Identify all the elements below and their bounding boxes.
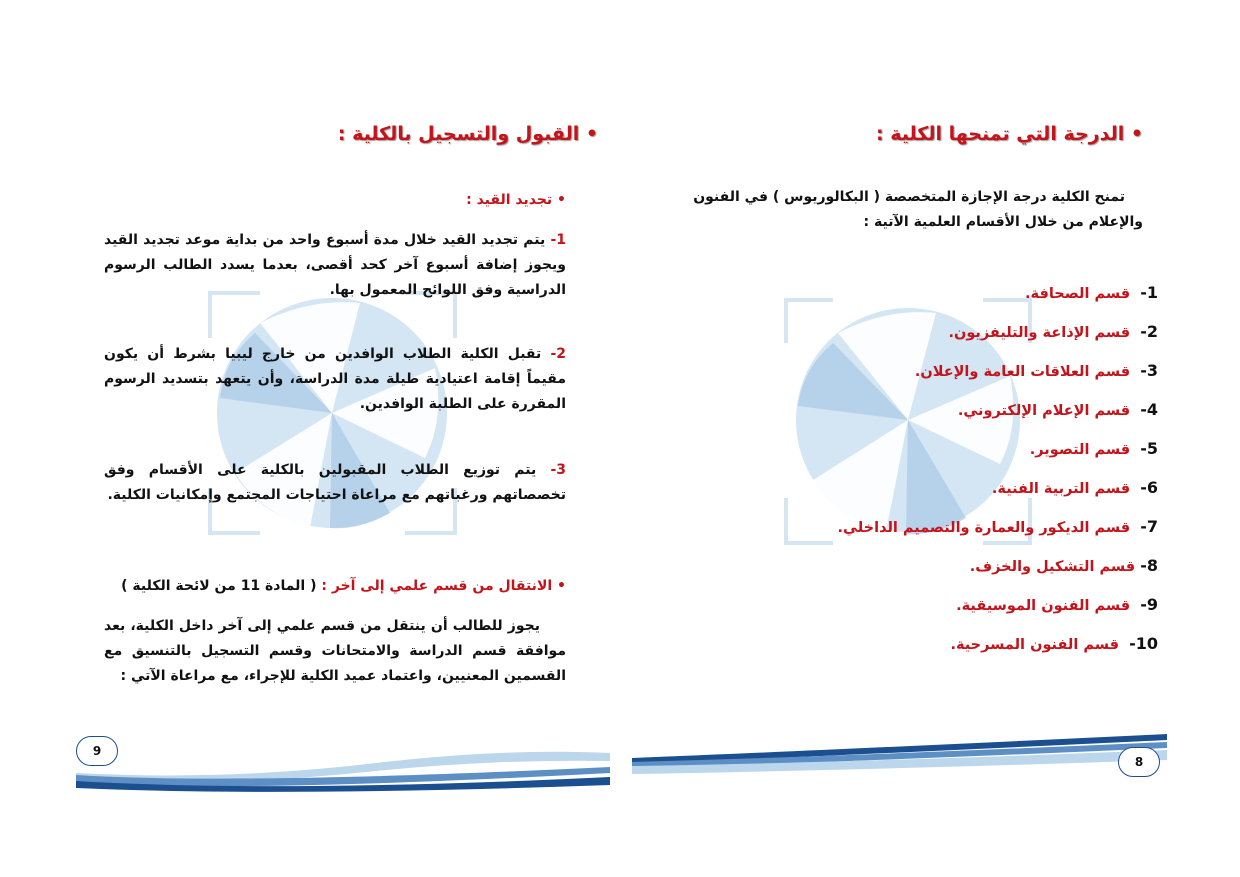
page-number-right xyxy=(1118,747,1160,777)
department-list xyxy=(838,278,1158,668)
admission-title xyxy=(338,123,598,145)
transfer-reference: ( المادة 11 من لائحة الكلية ) xyxy=(121,578,317,594)
degree-title xyxy=(876,123,1143,145)
item-number: 2- xyxy=(550,346,566,362)
list-item: 4- قسم الإعلام الإلكتروني. xyxy=(957,400,1158,419)
bullet-icon: • xyxy=(557,578,566,594)
degree-intro xyxy=(663,185,1143,235)
renewal-item-2 xyxy=(104,342,566,417)
list-item: 10- قسم الفنون المسرحية. xyxy=(950,634,1158,653)
list-item: 2- قسم الإذاعة والتليفزيون. xyxy=(948,322,1158,341)
bullet-icon: • xyxy=(585,123,598,145)
list-item: 3- قسم العلاقات العامة والإعلان. xyxy=(914,361,1158,380)
renewal-item-1 xyxy=(104,228,566,303)
page-number-text: 8 xyxy=(1134,755,1144,769)
degree-title-text: الدرجة التي تمنحها الكلية : xyxy=(876,123,1125,145)
renewal-item-3 xyxy=(104,458,566,508)
list-item: 9- قسم الفنون الموسيقية. xyxy=(956,595,1158,614)
renewal-heading-text: تجديد القيد : xyxy=(466,192,553,208)
transfer-text: يجوز للطالب أن ينتقل من قسم علمي إلى آخر داخل الكلية، بعد موافقة قسم الدراسة والامتحانات وقسم التسجيل بالتنسيق مع القسمين المعنيين، واعتماد عميد الكلية للإجراء، مع مراعاة الآتي : xyxy=(104,618,566,684)
list-item: 1- قسم الصحافة. xyxy=(1025,283,1158,302)
bullet-icon: • xyxy=(557,192,566,208)
list-item: 7- قسم الديكور والعمارة والتصميم الداخلي. xyxy=(837,517,1158,536)
renewal-heading xyxy=(86,188,566,213)
item-text: تقبل الكلية الطلاب الوافدين من خارج ليبيا بشرط أن يكون مقيماً إقامة اعتيادية طيلة مدة الدراسة، وأن يتعهد بتسديد الرسوم المقررة على الطلبة الوافدين. xyxy=(104,346,566,412)
intro-line-2: والإعلام من خلال الأقسام العلمية الآتية : xyxy=(863,213,1143,230)
list-item: 8- قسم التشكيل والخزف. xyxy=(969,556,1158,575)
footer-band-right xyxy=(632,730,1167,780)
list-item: 5- قسم التصوير. xyxy=(1029,439,1158,458)
transfer-heading xyxy=(86,574,566,599)
transfer-paragraph xyxy=(104,614,566,689)
footer-band-left xyxy=(76,733,610,793)
item-number: 3- xyxy=(550,462,567,478)
transfer-heading-text: الانتقال من قسم علمي إلى آخر : xyxy=(321,578,553,594)
right-page xyxy=(620,0,1240,877)
admission-title-text: القبول والتسجيل بالكلية : xyxy=(337,123,580,145)
intro-line-1: تمنح الكلية درجة الإجازة المتخصصة ( البكالوريوس ) في الفنون xyxy=(693,189,1125,205)
bullet-icon: • xyxy=(1130,123,1143,145)
item-text: يتم تجديد القيد خلال مدة أسبوع واحد من بداية موعد تجديد القيد ويجوز إضافة أسبوع آخر كحد أقصى، بعدما يسدد الطالب الرسوم الدراسية وفق اللوائح المعمول بها. xyxy=(104,232,566,298)
page-number-left xyxy=(76,736,118,766)
item-text: يتم توزيع الطلاب المقبولين بالكلية على الأقسام وفق تخصصاتهم ورغباتهم مع مراعاة احتياجات المجتمع وإمكانيات الكلية. xyxy=(104,462,566,503)
page-number-text: 9 xyxy=(92,744,102,758)
list-item: 6- قسم التربية الفنية. xyxy=(991,478,1158,497)
item-number: 1- xyxy=(550,232,566,248)
